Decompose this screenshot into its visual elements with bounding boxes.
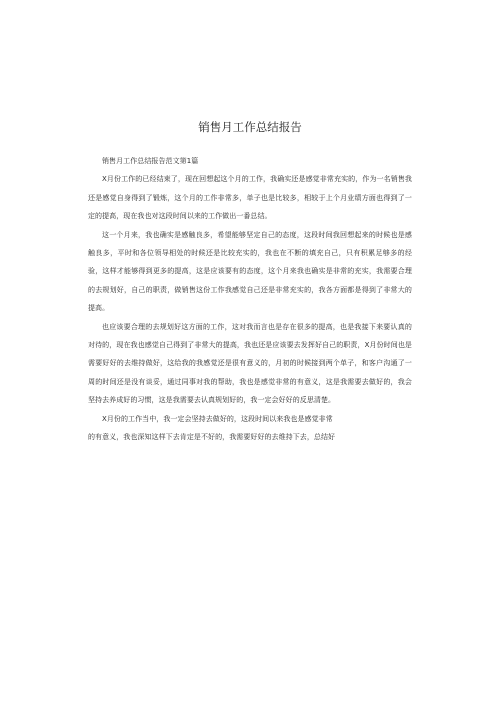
document-subtitle: 销售月工作总结报告范文第1篇 (102, 157, 199, 165)
document-title: 销售月工作总结报告 (198, 120, 302, 134)
paragraph-1: X月份工作的已经结束了，现在回想起这个月的工作，我确实还是感觉非常充实的，作为一名销售我还是感觉自身得到了锻炼，这个月的工作非常多，单子也是比较多，相较于上个月业绩方面也得到了一定的提高，现在我也对这段时间以来的工作做出一番总结。 (88, 175, 412, 221)
paragraph-4-line-2: 的有意义，我也深知这样下去肯定是不好的，我需要好好的去维持下去，总结好 (88, 433, 336, 442)
paragraph-4-line-1: X月份的工作当中，我一定会坚持去做好的，这段时间以来我也是感觉非常 (102, 414, 333, 423)
paragraph-4 (88, 410, 412, 447)
paragraph-2: 这一个月来，我也确实是感触良多，希望能够坚定自己的态度，这段时间我回想起来的时候也是感触良多，平时和各位领导相处的时候还是比较充实的，我也在不断的填充自己，只有积累足够多的经验，这样才能够得到更多的提高，这是应该要有的态度，这个月来我也确实是非常的充实，我需要合理的去规划好，自己的职责，做销售这份工作我感觉自己还是非常充实的，我各方面都是得到了非常大的提高。 (88, 230, 412, 313)
paragraph-3: 也应该要合理的去规划好这方面的工作，这对我而言也是存在很多的提高，也是我接下来要认真的对待的，现在我也感觉自己得到了非常大的提高，我也还是应该要去发挥好自己的职责，X月份时间也是需要好好的去维持做好，这给我的我感觉还是很有意义的，月初的时候接到两个单子，和客户沟通了一周的时间还是没有谈妥，通过同事对我的帮助，我也是感觉非常的有意义，这是我需要去做好的，我会坚持去养成好的习惯，这是我需要去认真规划好的，我一定会好好的反思清楚。 (88, 322, 412, 405)
document-body (88, 152, 412, 447)
